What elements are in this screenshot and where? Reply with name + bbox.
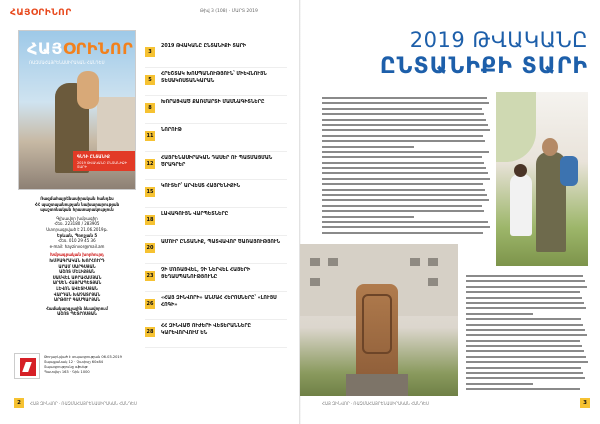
toc-item[interactable] [145,68,287,96]
imprint-line: ԱՐԱՄ ՍԱՐԳՍՅԱՆ [58,263,96,269]
photo-girl-figure [510,174,532,236]
imprint-line: Համակարգչային ձևավորում [46,305,108,311]
photo-window [310,258,320,266]
greeked-text [322,129,490,131]
greeked-text [322,140,485,142]
toc-item[interactable] [145,320,287,348]
imprint-line: ԱՐԹՈՒՐ ԳԱՍՊԱՐՅԱՆ [53,297,101,303]
greeked-text [322,151,489,153]
cover-band-title: ԳՆԴԻ ԸՆՏԱՆԻՔ [77,154,110,159]
greeked-text [466,377,585,379]
cover-logo-accent: ՕՐԻՆՈՐ [62,39,134,58]
khachkar-photo [300,244,458,396]
toc-page-number: 15 [146,189,154,195]
left-page-footer: ՀԱՅ ԶԻՆՎՈՐ · ՌԱԶՄԱՀԱՅՐԵՆԱՍԻՐԱԿԱՆ ՀԱՆԴԵՍ [30,401,137,406]
imprint-line: ԼԵՎՈՆ ԱՎԵՏԻՍՅԱՆ [56,285,98,291]
greeked-text [322,135,483,137]
greeked-text [466,324,583,326]
greeked-text [466,329,585,331]
article-text-column-top [322,96,490,236]
greeked-text [466,302,584,304]
greeked-text [322,162,484,164]
greeked-text [322,226,490,228]
toc-item[interactable] [145,40,287,68]
imprint-line: ՀՀ պաշտպանության նախարարության [34,201,120,207]
article-text-column-bottom [466,274,588,393]
left-page-number: 2 [14,398,24,408]
toc-item[interactable] [145,292,287,320]
toc-page-number: 18 [146,217,154,223]
imprint-line: ՎԱՐԴԱՆ ԽԱՉԱՏՐՅԱՆ [53,291,101,297]
greeked-text [322,199,489,201]
greeked-text [322,102,489,104]
imprint-line: ԱՇՈՏ ՄԵԼԻՔՅԱՆ [59,269,95,275]
greeked-text [322,146,414,148]
greeked-text [466,291,580,293]
greeked-text [322,189,485,191]
greeked-text [322,97,487,99]
greeked-text [322,216,414,218]
khachkar-carving [362,294,392,354]
imprint-line: Գլխավոր խմբագիր [56,215,98,221]
masthead-mini-logo: ՀԱՅՕՐԻՆՈՐ [10,8,72,18]
footer-line-1: Թողարկված է տպագրության 06.03.2019 [44,355,122,359]
issue-line: Թիվ 3 (108) · ՄԱՐՏ 2019 [200,9,258,14]
toc-item[interactable] [145,152,287,180]
photo-boy-figure [560,156,578,186]
greeked-text [322,210,484,212]
toc-item[interactable] [145,208,287,236]
toc-item[interactable] [145,264,287,292]
body-text-line [466,387,588,392]
toc-title: ՀՀ ԶԻՆՎԱԾ ՈՒԺԵՐԻ ՎԵՏԵՐԱՆՆԵՐԸ ԿԱՐԵՎՈՐՎՈՒՄ ԵՆ [161,324,251,336]
greeked-text [466,388,580,390]
imprint-block [14,196,140,317]
greeked-text [466,334,587,336]
cover-image [18,30,136,190]
toc-item[interactable] [145,180,287,208]
greeked-text [322,221,488,223]
photo-window [428,258,438,266]
toc-item[interactable] [145,96,287,124]
imprint-line: Հեռ. 010 29 45 36 [58,238,96,244]
toc-page-number: 5 [145,75,155,85]
photo-soldier-head [542,138,558,156]
greeked-text [466,361,588,363]
greeked-text [466,297,582,299]
family-photo [496,92,588,266]
footer-line-3: Տպագրությունը օֆսեթ [44,365,88,369]
greeked-text [466,372,583,374]
imprint-line: ՍԱՄՎԵԼ ԱԲՐԱՀԱՄՅԱՆ [52,274,102,280]
cover-logo-main: ՀԱՅ [27,39,63,58]
imprint-line: Խմբագրական խորհուրդ [50,252,104,258]
toc-title: ԿՈՒՏԵՐ՝ ԱՐՎԵՍՏ ՀԱՅՐԵՆԻՔԻՆ [161,184,241,189]
greeked-text [466,356,586,358]
greeked-text [322,124,488,126]
toc-title: ԽՈՐԱՑՎԱԾ ՔԱՌՄԱՐՏԻ ՄԱՍՆԱԳԻՏՆԵՐԸ [161,100,265,105]
cover-band-subtitle: 2019 ԹՎԱԿԱՆԸ ԸՆՏԱՆԻՔԻ ՏԱՐԻ [77,161,128,169]
greeked-text [466,280,585,282]
toc-page-number: 23 [146,273,154,279]
imprint-line: Ռազմահայրենասիրական հանդես [40,196,114,201]
toc-page-number: 11 [146,133,154,139]
publisher-footer-text [44,355,122,375]
greeked-text [466,275,583,277]
table-of-contents [145,40,287,348]
photo-tree-shape [496,92,536,162]
right-page-number: 3 [580,398,590,408]
photo-window [410,258,420,266]
right-page [300,0,600,424]
toc-page-number: 3 [145,47,155,57]
greeked-text [322,205,482,207]
greeked-text [466,307,586,309]
greeked-text [466,340,580,342]
cover-logo [27,39,133,58]
toc-page-number: 20 [146,245,154,251]
toc-title: ՀՐԵՇՏԱԿ ԽՈՍՊԱՆՈՒԹՅՈՒՆ՝ ՄԻԵՎՆՈՒՅՆ ՏԵՍԱԿՈՍՏԱՆԿԱՐԱՆ [161,72,267,84]
publisher-logo-icon [14,353,40,379]
greeked-text [466,383,533,385]
greeked-text [466,313,533,315]
greeked-text [322,194,487,196]
toc-title: 2019 ԹՎԱԿԱՆԸ ԸՆՏԱՆԻՔԻ ՏԱՐԻ [161,44,247,49]
imprint-line: Ստորագրված է 21.06.2019թ. [46,226,108,232]
greeked-text [466,345,582,347]
imprint-line: ԱՇՈՏ ՊԵՏՐՈՍՅԱՆ [57,311,97,317]
photo-girl-head [514,164,527,177]
toc-page-number: 26 [146,301,154,307]
article-title-line-1: 2019 ԹՎԱԿԱՆԸ [409,28,588,52]
imprint-line: e-mail: hayzinvor@mail.am [49,243,105,249]
greeked-text [322,178,490,180]
cover-subtitle: ՌԱԶՄԱՀԱՅՐԵՆԱՍԻՐԱԿԱՆ ՀԱՆԴԵՍ [29,60,105,65]
greeked-text [322,183,483,185]
cover-building-shape [97,97,136,157]
toc-title: ԱՄՈՒՐ ԸՆՏԱՆԻՔ, ՊԱՏՎԱՎՈՐ ԾԱՌԱՅՈՒԹՅՈՒՆ [161,240,281,245]
greeked-text [466,318,581,320]
toc-title: «ՀԱՅ ԶԻՆՎՈՐԻ» ԱՆՄԱՀ ՀԵՐՈՍՆԵՐԸ՝ «ԼՈՒՅՍ ՀՈԳԻ» [161,296,277,308]
imprint-line: Հեռ. 223180 / 283905 [54,221,100,227]
toc-page-number: 8 [145,103,155,113]
toc-title: ՆՈՐՈՒԹ [161,128,182,133]
toc-title: ԼԱՎԱԳՈՒՅՆ ՎԱՐՊԵՏՆԵՐԸ [161,212,229,217]
greeked-text [466,350,584,352]
body-text-line [322,231,490,236]
imprint-line: ԱՐՍԵՆ ՀԱՅՐԱՊԵՏՅԱՆ [52,280,102,286]
right-page-footer: ՀԱՅ ԶԻՆՎՈՐ · ՌԱԶՄԱՀԱՅՐԵՆԱՍԻՐԱԿԱՆ ՀԱՆԴԵՍ [322,401,429,406]
toc-item[interactable] [145,124,287,152]
toc-title: ՉԻ ՄՈՌԱՑՎԵԼ, ՉԻ ՆԵՐՎԵԼ ՀԱՅԵՐԻ ՑԵՂԱՍՊԱՆՈՒԹՅՈՒՆԸ [161,268,251,280]
article-title-line-2: ԸՆՏԱՆԻՔԻ ՏԱՐԻ [379,54,588,79]
imprint-line: Երևան, Պռոշյան 5 [56,232,98,238]
imprint-line: պաշտոնական հրատարակություն [40,207,114,213]
publisher-footer [14,353,140,383]
greeked-text [466,367,581,369]
imprint-line: ԽՄԲԱԳՐԱԿԱՆ ԽՈՐՀՈՒՐԴ [49,257,105,263]
toc-title: ՀԱՅՐԵՆԱՍԻՐԱԿԱՆ ԴԱՍԵՐ ՈՒ ՊԱՏՄԱՑՄԱՆ ԾՐԱԳՐԵՐ [161,156,273,168]
greeked-text [322,172,488,174]
toc-page-number: 12 [146,161,154,167]
footer-line-2: Տպաքանակ 12 · Չափսը 60x84 [44,360,104,364]
toc-item[interactable] [145,236,287,264]
greeked-text [322,119,486,121]
photo-window [310,278,320,286]
cover-child-figure [77,71,99,109]
greeked-text [322,156,482,158]
toc-page-number: 28 [146,329,154,335]
photo-window [328,258,338,266]
greeked-text [322,232,483,234]
greeked-text [322,167,486,169]
footer-line-4: Պատվեր 163 · Գին 1000 [44,370,90,374]
greeked-text [466,286,587,288]
greeked-text [322,108,482,110]
khachkar-base [346,374,408,396]
greeked-text [322,113,484,115]
photo-window [428,278,438,286]
